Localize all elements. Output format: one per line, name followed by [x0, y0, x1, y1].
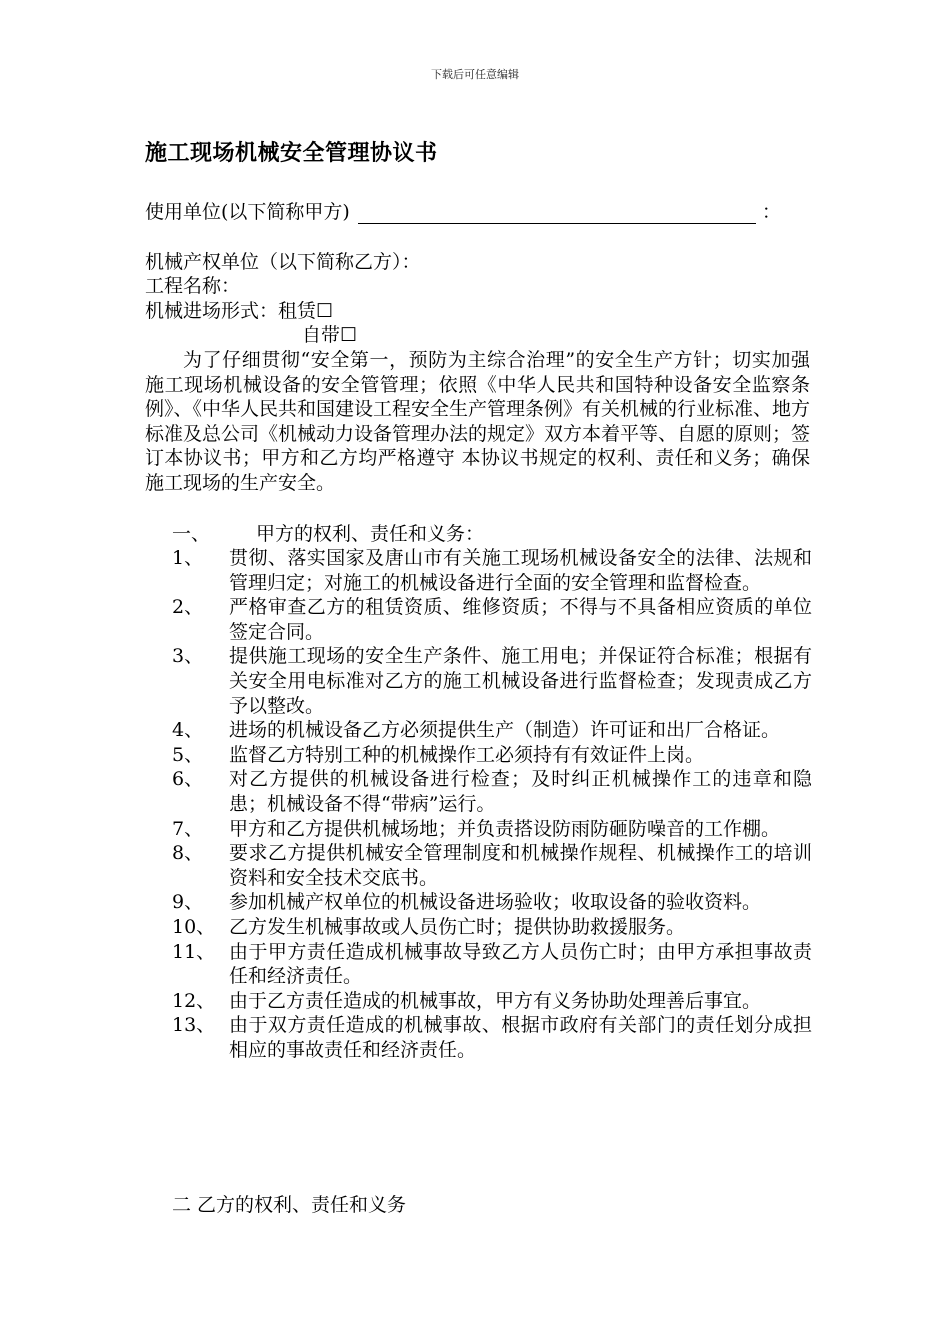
item-number: 5、: [172, 743, 204, 766]
list-item: [172, 989, 812, 1014]
section-2-heading: 二 乙方的权利、责任和义务: [172, 1194, 407, 1216]
item-number: 13、: [172, 1014, 216, 1037]
item-number: 6、: [172, 768, 204, 791]
item-text: 由于双方责任造成的机械事故、根据市政府有关部门的责任划分成担相应的事故责任和经济责任。: [229, 1014, 812, 1061]
list-item: [172, 1013, 812, 1062]
item-number: 2、: [172, 596, 204, 619]
list-item: [172, 890, 812, 915]
item-text: 提供施工现场的安全生产条件、施工用电；并保证符合标准；根据有关安全用电标准对乙方的施工机械设备进行监督检查；发现责成乙方予以整改。: [229, 645, 812, 717]
item-text: 由于乙方责任造成的机械事故，甲方有义务协助处理善后事宜。: [229, 989, 762, 1012]
item-number: 10、: [172, 915, 216, 938]
list-item: [172, 595, 812, 644]
section-1-number: 一、: [172, 523, 211, 545]
item-number: 11、: [172, 940, 216, 963]
list-item: [172, 940, 812, 989]
item-text: 由于甲方责任造成机械事故导致乙方人员伤亡时；由甲方承担事故责任和经济责任。: [229, 940, 812, 988]
entry-form-label: 机械进场形式：租赁☐: [145, 300, 334, 322]
item-text: 要求乙方提供机械安全管理制度和机械操作规程、机械操作工的培训资料和安全技术交底书。: [229, 842, 812, 889]
page-header-note: 下载后可任意编辑: [431, 68, 519, 81]
item-number: 7、: [172, 817, 204, 840]
item-number: 4、: [172, 719, 204, 742]
item-text: 监督乙方特别工种的机械操作工必须持有有效证件上岗。: [229, 743, 705, 766]
document-title: 施工现场机械安全管理协议书: [145, 141, 438, 166]
list-item: [172, 743, 812, 768]
item-number: 1、: [172, 547, 204, 569]
party-a-duties-list: [172, 546, 812, 1062]
list-item: [172, 841, 812, 890]
intro-paragraph: 为了仔细贯彻“安全第一，预防为主综合治理”的安全生产方针；切实加强施工现场机械设备的安全管管理；依照《中华人民共和国特种设备安全监察条例》、《中华人民共和国建设工程安全生产管理条例》有关机械的行业标准、地方标准及总公司《机械动力设备管理办法的规定》双方本着平等、自愿的原则；签订本协议书；甲方和乙方均严格遵守 本协议书规定的权利、责任和义务；确保施工现场的生产安全。: [145, 349, 811, 494]
item-text: 严格审查乙方的租赁资质、维修资质；不得与不具备相应资质的单位签定合同。: [229, 596, 812, 643]
list-item: [172, 915, 812, 940]
project-name-label: 工程名称：: [145, 275, 241, 297]
list-item: [172, 546, 812, 595]
user-unit-line: [145, 200, 781, 224]
user-unit-suffix: ：: [761, 201, 781, 223]
item-text: 参加机械产权单位的机械设备进场验收；收取设备的验收资料。: [229, 891, 762, 914]
item-number: 9、: [172, 891, 204, 914]
entry-form-option-self: 自带☐: [302, 324, 358, 346]
item-text: 甲方和乙方提供机械场地；并负责搭设防雨防砸防噪音的工作棚。: [229, 817, 781, 840]
item-number: 8、: [172, 842, 204, 865]
item-text: 进场的机械设备乙方必须提供生产（制造）许可证和出厂合格证。: [229, 719, 781, 742]
list-item: [172, 718, 812, 743]
section-1-heading: [172, 522, 484, 546]
owner-unit-label: 机械产权单位（以下简称乙方）：: [145, 251, 421, 273]
item-text: 贯彻、落实国家及唐山市有关施工现场机械设备安全的法律、法规和管理归定；对施工的机械设备进行全面的安全管理和监督检查。: [229, 547, 812, 594]
item-number: 3、: [172, 645, 204, 668]
user-unit-label: 使用单位(以下简称甲方): [145, 201, 350, 223]
item-text: 乙方发生机械事故或人员伤亡时；提供协助救援服务。: [229, 915, 686, 938]
list-item: [172, 817, 812, 842]
item-text: 对乙方提供的机械设备进行检查；及时纠正机械操作工的违章和隐患；机械设备不得“带病”运行。: [229, 768, 812, 815]
user-unit-blank: [358, 203, 756, 224]
section-1-title: 甲方的权利、责任和义务：: [256, 523, 485, 545]
list-item: [172, 767, 812, 816]
item-number: 12、: [172, 989, 216, 1012]
list-item: [172, 644, 812, 718]
